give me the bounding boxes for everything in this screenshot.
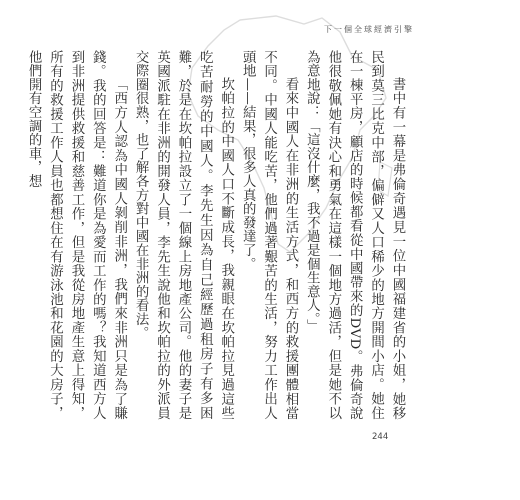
paragraph: 「西方人認為中國人剝削非洲，我們來非洲只是為了賺錢。我的回答是：難道你是為愛而工作的嗎？我知道西方人到非洲提供救援和慈善工作，但是我從房地產生意上得知，所有的救援工作人員也都想住在有游泳池和花園的大房子，他們開有空調的車，想 [26,50,127,420]
paragraph: 坎帕拉的中國人口不斷成長，我親眼在坎帕拉見過這些吃苦耐勞的中國人。李先生因為自己經歷過租房子有多困難，於是在坎帕拉設立了一個線上房地產公司。他的妻子是英國派駐在非洲的開發人員，李先生說他和坎帕拉的外派員交際圈很熟，也了解各方對中國在非洲的看法。 [133,50,234,420]
page-number: 244 [372,432,389,442]
paragraph: 書中有一幕是弗倫奇遇見一位中國福建省的小姐，她移民到莫三比克中部，偏僻又人口稀少的地方開間小店。她住在一棟平房，顧店的時候都看從中國帶來的DVD。弗倫奇說他很敬佩她有決心和勇氣在這樣一個地方過活，但是她不以為意地說：「這沒什麼，我不過是個生意人。」 [304,50,405,420]
vertical-body-text [26,50,408,420]
running-header: 下一個全球經濟引擎 [324,25,414,34]
paragraph: 看來中國人在非洲的生活方式，和西方的救援團體相當不同。中國人能吃苦，他們過著艱苦的生活，努力工作出人頭地——結果，很多人真的發達了。 [240,50,298,420]
